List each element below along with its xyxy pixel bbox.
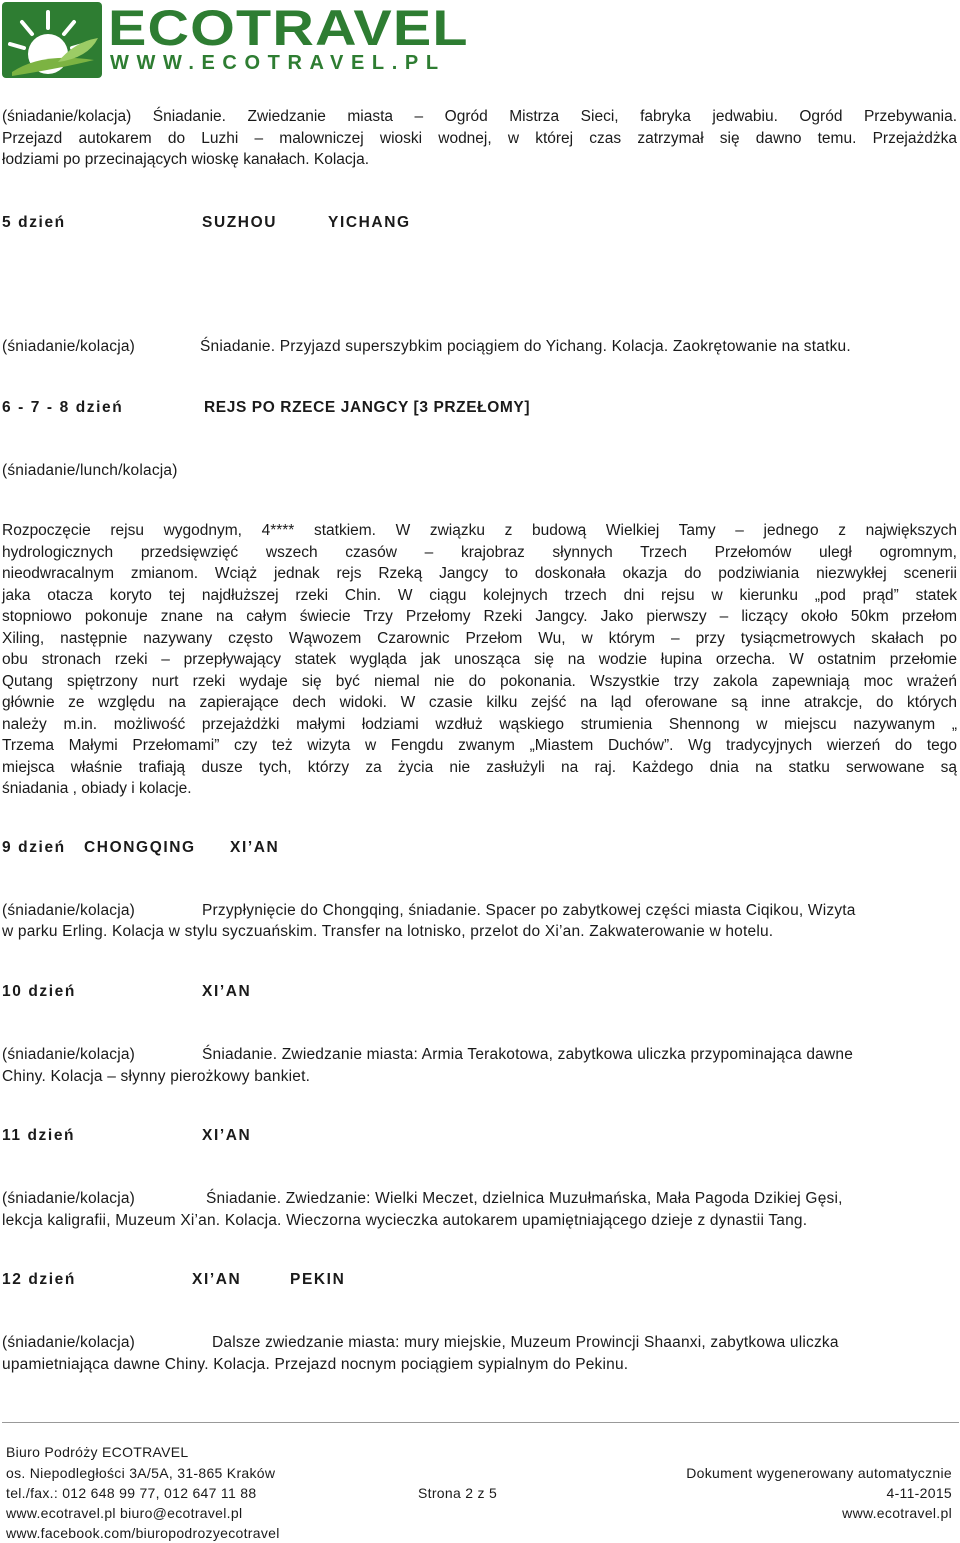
- day-place: XI’AN: [202, 983, 252, 1000]
- text-line: (śniadanie/kolacja) Śniadanie. Zwiedzanie miasta – Ogród Mistrza Sieci, fabryka jedwabiu. Ogród Przebywania.: [2, 108, 957, 125]
- day-label: 11 dzień: [2, 1127, 76, 1144]
- footer-generated-note: Dokument wygenerowany automatycznie: [686, 1465, 952, 1481]
- intro-paragraph: [2, 106, 957, 171]
- text-line: stopniowo pokonuje znane na całym świecie Trzy Przełomy Rzeki Jangcy. Jako pierwszy – liczący około 50km przełom: [2, 608, 957, 625]
- text-line: Xiling, następnie nazywany często Wąwozem Czarownic Przełom Wu, w którym – przy tysiącmetrowych skałach po: [2, 629, 957, 647]
- day-text: Chiny. Kolacja – słynny pierożkowy bankiet.: [2, 1068, 311, 1085]
- day-label: 12 dzień: [2, 1271, 76, 1288]
- day-text: Śniadanie. Zwiedzanie miasta: Armia Terakotowa, zabytkowa uliczka przypominająca dawne: [202, 1046, 854, 1063]
- day-place: XI’AN: [230, 839, 280, 856]
- text-line: śniadania , obiady i kolacje.: [2, 780, 192, 797]
- day-text: Przypłynięcie do Chongqing, śniadanie. Spacer po zabytkowej części miasta Ciqikou, Wizyta: [202, 902, 856, 919]
- day-text: Śniadanie. Zwiedzanie: Wielki Meczet, dzielnica Muzułmańska, Mała Pagoda Dzikiej Gęsi,: [206, 1190, 843, 1207]
- day-place: YICHANG: [328, 214, 411, 231]
- day-label: 6 - 7 - 8 dzień: [2, 399, 124, 416]
- footer-phone: tel./fax.: 012 648 99 77, 012 647 11 88: [6, 1485, 257, 1501]
- footer-divider: [2, 1422, 959, 1423]
- text-line: hydrologicznych przedsięwzięć wszech czasów – krajobraz słynnych Trzech Przełomów uległ ogromnym,: [2, 543, 957, 561]
- footer-web-email: www.ecotravel.pl biuro@ecotravel.pl: [6, 1505, 243, 1521]
- meals-label: (śniadanie/kolacja): [2, 338, 136, 355]
- day-label: 10 dzień: [2, 983, 76, 1000]
- footer-page-number: Strona 2 z 5: [418, 1485, 498, 1501]
- footer-facebook: www.facebook.com/biuropodrozyecotravel: [6, 1525, 280, 1541]
- cruise-paragraph: [2, 520, 957, 800]
- day-text: lekcja kaligrafii, Muzeum Xi’an. Kolacja. Wieczorna wycieczka autokarem upamiętniającego dzieje z dynastii Tang.: [2, 1212, 808, 1229]
- day-place: SUZHOU: [202, 214, 278, 231]
- footer-company: Biuro Podróży ECOTRAVEL: [6, 1444, 189, 1460]
- text-line: nieodwracalnym zmianom. Wciąż jednak rejs Rzeką Jangcy to doskonała okazja do podziwiania niezwykłej scenerii: [2, 565, 957, 582]
- day-place: XI’AN: [202, 1127, 252, 1144]
- ecotravel-logo: [0, 0, 470, 80]
- text-line: Przejazd autokarem do Luzhi – malowniczej wioski wodnej, w której czas zatrzymał się dawno temu. Przejażdżka: [2, 129, 957, 147]
- footer-site: www.ecotravel.pl: [842, 1505, 952, 1521]
- day-text: w parku Erling. Kolacja w stylu syczuańskim. Transfer na lotnisko, przelot do Xi’an. Zakwaterowanie w hotelu.: [2, 923, 774, 940]
- day-place: PEKIN: [290, 1271, 346, 1288]
- meals-label: (śniadanie/kolacja): [2, 1190, 136, 1207]
- meals-label: (śniadanie/kolacja): [2, 1334, 136, 1351]
- footer-date: 4-11-2015: [886, 1485, 952, 1501]
- meals-label: (śniadanie/kolacja): [2, 1046, 136, 1063]
- sun-leaf-logo-icon: [2, 2, 102, 78]
- meals-label: (śniadanie/lunch/kolacja): [2, 462, 178, 479]
- text-line: należy m.in. możliwość przejażdżki małymi łodziami wzdłuż wąskiego strumienia Shennong w miejscu nazywanym „: [2, 715, 957, 733]
- logo-wordmark: ECOTRAVEL: [108, 0, 469, 56]
- text-line: obu stronach rzeki – przepływający statek wygląda jak unosząca się na wodzie łupina orzecha. W ostatnim przełomie: [2, 651, 957, 668]
- day-place: CHONGQING: [84, 839, 196, 856]
- text-line: Trzema Małymi Przełomami” czy też wizyta w Fengdu zwanym „Miastem Duchów”. Wg tradycyjnych wierzeń do tego: [2, 737, 957, 754]
- text-line: Rozpoczęcie rejsu wygodnym, 4**** statkiem. W związku z budową Wielkiej Tamy – jednego z największych: [2, 522, 957, 539]
- text-line: jaka otacza koryto tej najdłuższej rzeki Chin. W ciągu kolejnych trzech dni rejsu w kierunku „pod prąd” statek: [2, 586, 957, 604]
- day-text: upamietniająca dawne Chiny. Kolacja. Przejazd nocnym pociągiem sypialnym do Pekinu.: [2, 1356, 629, 1373]
- footer-address: os. Niepodległości 3A/5A, 31-865 Kraków: [6, 1465, 276, 1481]
- text-line: łodziami po przecinających wioskę kanałach. Kolacja.: [2, 151, 370, 168]
- meals-label: (śniadanie/kolacja): [2, 902, 136, 919]
- logo-url: WWW.ECOTRAVEL.PL: [110, 52, 446, 74]
- day-label: 5 dzień: [2, 214, 66, 231]
- day-text: Dalsze zwiedzanie miasta: mury miejskie, Muzeum Prowincji Shaanxi, zabytkowa uliczka: [212, 1334, 839, 1351]
- day-text: Śniadanie. Przyjazd superszybkim pociągiem do Yichang. Kolacja. Zaokrętowanie na statku.: [200, 338, 851, 355]
- day-title: REJS PO RZECE JANGCY [3 PRZEŁOMY]: [204, 399, 531, 416]
- text-line: miejsca właśnie trafiają dusze tych, którzy za życia nie zasłużyli na raj. Każdego dnia na statku serwowane są: [2, 758, 957, 776]
- text-line: Qutang spiętrzony nurt rzeki wydaje się być niemal nie do pokonania. Wszystkie trzy zakola zapewniają moc wrażeń: [2, 672, 957, 690]
- day-label: 9 dzień: [2, 839, 66, 856]
- day-place: XI’AN: [192, 1271, 242, 1288]
- text-line: głównie ze względu na zapierające dech widoki. W czasie kilku zejść na ląd oferowane są inne atrakcje, do których: [2, 694, 957, 711]
